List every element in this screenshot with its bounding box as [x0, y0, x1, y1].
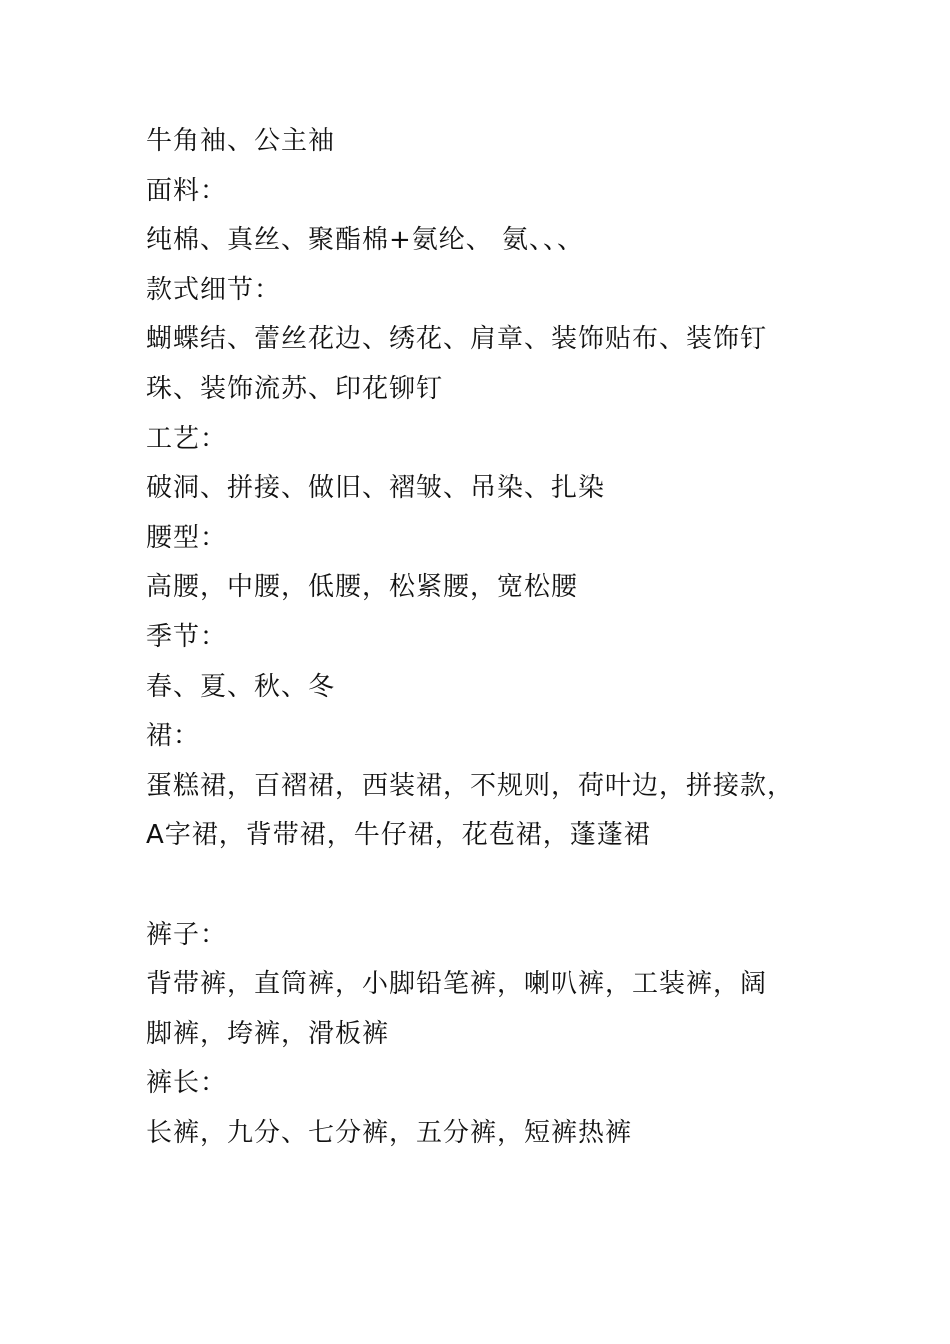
pants-heading: 裤子：: [146, 919, 228, 950]
skirt-values-line-1: 蛋糕裙，百褶裙，西装裙，不规则，荷叶边，拼接款，: [146, 770, 795, 801]
craft-values: 破洞、拼接、做旧、褶皱、吊染、扎染: [146, 473, 606, 504]
season-heading: 季节：: [146, 621, 228, 652]
style-details-values-line-1: 蝴蝶结、蕾丝花边、绣花、肩章、装饰贴布、装饰钉: [146, 324, 768, 355]
pants-length-values: 长裤，九分、七分裤，五分裤，短裤热裤: [146, 1117, 633, 1148]
fabric-values: 纯棉、真丝、聚酯棉+氨纶、 氨、、、: [146, 225, 585, 256]
craft-heading: 工艺：: [146, 423, 228, 454]
pants-values-line-2: 脚裤，垮裤，滑板裤: [146, 1018, 390, 1049]
skirt-heading: 裙：: [146, 721, 201, 752]
pants-length-heading: 裤长：: [146, 1068, 228, 1099]
style-details-values-line-2: 珠、装饰流苏、印花铆钉: [146, 373, 444, 404]
fabric-heading: 面料：: [146, 175, 228, 206]
season-values: 春、夏、秋、冬: [146, 671, 336, 702]
waist-values: 高腰，中腰，低腰，松紧腰，宽松腰: [146, 572, 579, 603]
pants-values-line-1: 背带裤，直筒裤，小脚铅笔裤，喇叭裤，工装裤，阔: [146, 969, 768, 1000]
skirt-values-line-2: A字裙，背带裙，牛仔裙，花苞裙，蓬蓬裙: [146, 820, 651, 851]
waist-heading: 腰型：: [146, 522, 228, 553]
sleeve-types-line: 牛角袖、公主袖: [146, 126, 336, 156]
blank-line: [146, 861, 836, 911]
document-text-block: [146, 117, 836, 1158]
style-details-heading: 款式细节：: [146, 274, 282, 305]
